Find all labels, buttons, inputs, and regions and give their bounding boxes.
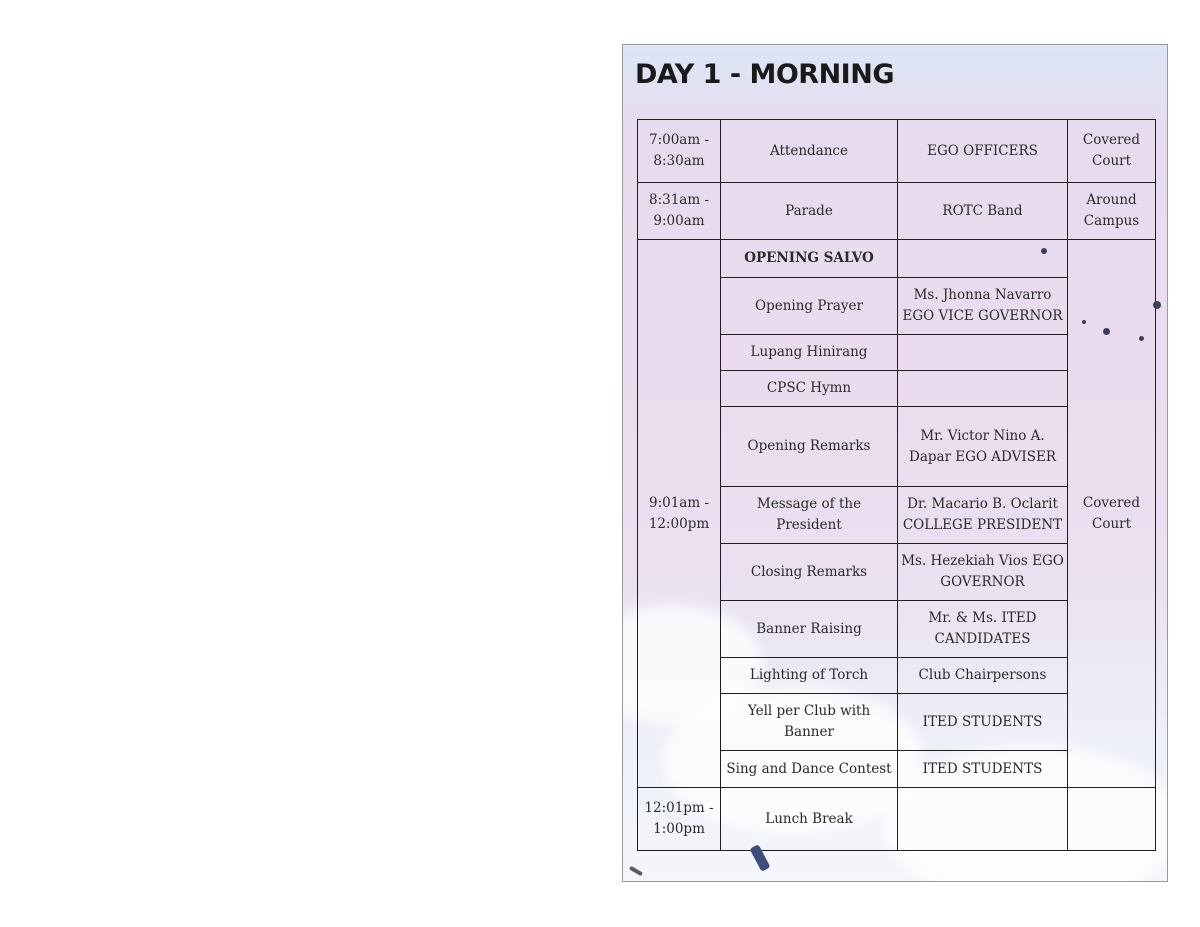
person-cell: EGO OFFICERS (898, 120, 1068, 183)
activity-cell: Opening Prayer (721, 278, 898, 335)
person-cell: Ms. Hezekiah Vios EGO GOVERNOR (898, 544, 1068, 601)
table-row (638, 120, 1156, 183)
person-cell: Club Chairpersons (898, 658, 1068, 694)
page-title: DAY 1 - MORNING (635, 59, 894, 90)
venue-cell (1068, 788, 1156, 851)
time-cell: 7:00am - 8:30am (638, 120, 721, 183)
activity-cell: CPSC Hymn (721, 371, 898, 407)
venue-cell: Around Campus (1068, 183, 1156, 240)
time-cell: 8:31am - 9:00am (638, 183, 721, 240)
activity-cell: Closing Remarks (721, 544, 898, 601)
activity-cell: OPENING SALVO (721, 240, 898, 278)
schedule-table (637, 119, 1156, 851)
person-cell: ITED STUDENTS (898, 751, 1068, 788)
venue-cell: Covered Court (1068, 120, 1156, 183)
time-cell: 9:01am - 12:00pm (638, 240, 721, 788)
activity-cell: Lighting of Torch (721, 658, 898, 694)
paint-speck (1041, 248, 1047, 254)
person-cell: Dr. Macario B. Oclarit COLLEGE PRESIDENT (898, 487, 1068, 544)
person-cell (898, 240, 1068, 278)
person-cell: Mr. Victor Nino A. Dapar EGO ADVISER (898, 407, 1068, 487)
activity-cell: Lupang Hinirang (721, 335, 898, 371)
activity-cell: Parade (721, 183, 898, 240)
venue-cell: Covered Court (1068, 240, 1156, 788)
person-cell (898, 371, 1068, 407)
schedule-page (622, 44, 1168, 882)
person-cell: ROTC Band (898, 183, 1068, 240)
activity-cell: Yell per Club with Banner (721, 694, 898, 751)
activity-cell: Sing and Dance Contest (721, 751, 898, 788)
paint-speck (1082, 320, 1086, 324)
person-cell: Mr. & Ms. ITED CANDIDATES (898, 601, 1068, 658)
table-row (638, 240, 1156, 278)
person-cell (898, 335, 1068, 371)
paint-speck (1139, 336, 1144, 341)
activity-cell: Attendance (721, 120, 898, 183)
activity-cell: Lunch Break (721, 788, 898, 851)
brush-stroke-decoration (629, 866, 643, 876)
activity-cell: Opening Remarks (721, 407, 898, 487)
person-cell (898, 788, 1068, 851)
activity-cell: Message of the President (721, 487, 898, 544)
time-cell: 12:01pm - 1:00pm (638, 788, 721, 851)
activity-cell: Banner Raising (721, 601, 898, 658)
paint-speck (1153, 301, 1161, 309)
paint-speck (1103, 328, 1110, 335)
table-row (638, 183, 1156, 240)
table-row (638, 788, 1156, 851)
person-cell: ITED STUDENTS (898, 694, 1068, 751)
person-cell: Ms. Jhonna Navarro EGO VICE GOVERNOR (898, 278, 1068, 335)
